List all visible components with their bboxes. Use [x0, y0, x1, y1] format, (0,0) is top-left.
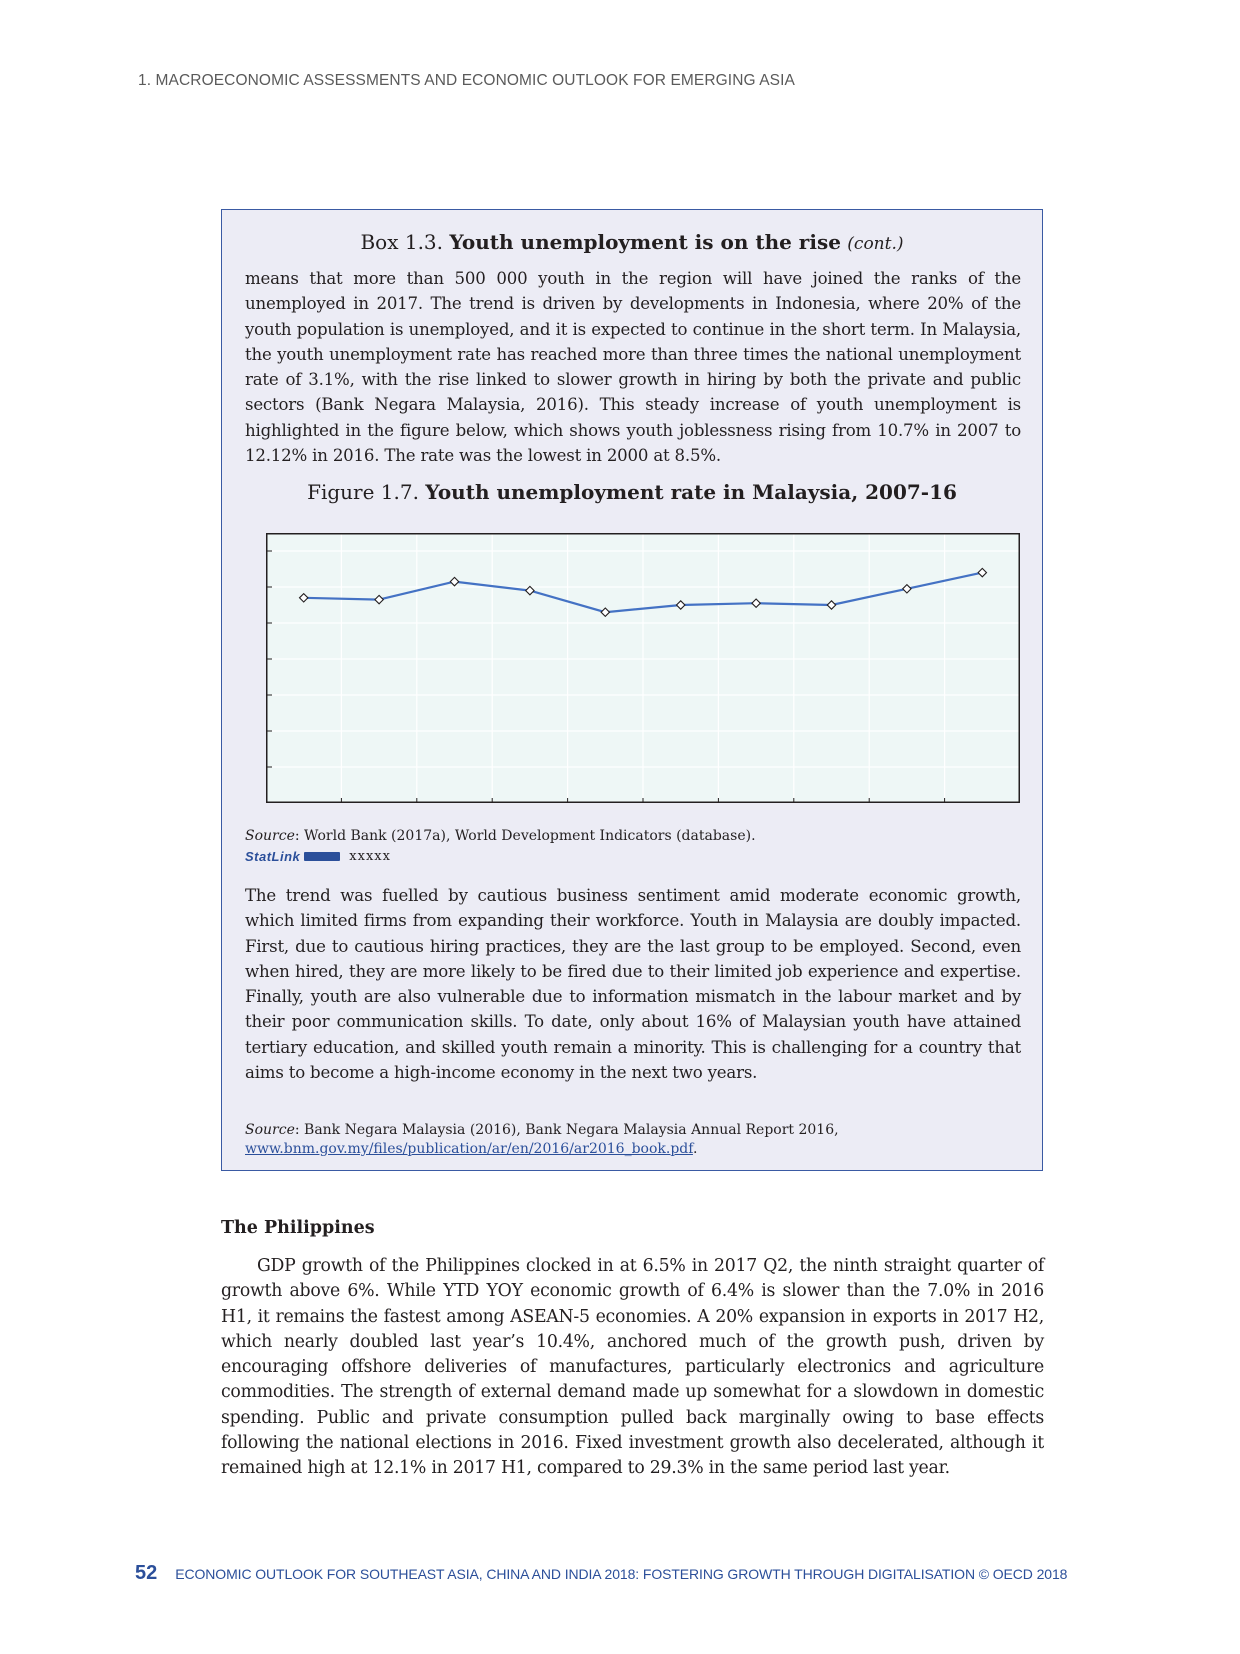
youth-unemployment-chart	[266, 533, 1020, 803]
page-footer	[135, 1562, 1067, 1585]
page-number: 52	[135, 1562, 158, 1584]
footer-text: ECONOMIC OUTLOOK FOR SOUTHEAST ASIA, CHINA AND INDIA 2018: FOSTERING GROWTH THROUGH DIGITALISATION © OECD 2018	[175, 1566, 1068, 1582]
statlink[interactable]	[245, 849, 391, 864]
figure-title-bold: Youth unemployment rate in Malaysia, 2007-16	[425, 480, 957, 504]
figure-source-label: Source	[245, 828, 295, 844]
box-source-text: : Bank Negara Malaysia (2016), Bank Negara Malaysia Annual Report 2016,	[294, 1122, 839, 1138]
statlink-code[interactable]: xxxxx	[349, 849, 391, 864]
figure-source-text: : World Bank (2017a), World Development Indicators (database).	[294, 828, 756, 844]
box-title-suffix: (cont.)	[847, 234, 904, 254]
statlink-brand: StatLink	[245, 849, 301, 864]
statlink-logo-icon	[304, 852, 340, 861]
figure-title	[222, 480, 1042, 504]
box-title-prefix: Box 1.3.	[360, 230, 450, 254]
figure-title-prefix: Figure 1.7.	[307, 480, 426, 504]
box-paragraph-1: means that more than 500 000 youth in the region will have joined the ranks of the unemployed in 2017. The trend is driven by developments in Indonesia, where 20% of the youth population is unemployed, and it is expected to continue in the short term. In Malaysia, the youth unemployment rate has reached more than three times the national unemployment rate of 3.1%, with the rise linked to slower growth in hiring by both the private and public sectors (Bank Negara Malaysia, 2016). This steady increase of youth unemployment is highlighted in the figure below, which shows youth joblessness rising from 10.7% in 2007 to 12.12% in 2016. The rate was the lowest in 2000 at 8.5%.	[245, 269, 1021, 466]
box-source	[245, 1121, 1021, 1159]
section-paragraph: GDP growth of the Philippines clocked in at 6.5% in 2017 Q2, the ninth straight quarter of growth above 6%. While YTD YOY economic growth of 6.4% is slower than the 7.0% in 2016 H1, it remains the fastest among ASEAN-5 economies. A 20% expansion in exports in 2017 H2, which nearly doubled last year’s 10.4%, anchored much of the growth push, driven by encouraging offshore deliveries of manufactures, particularly electronics and agriculture commodities. The strength of external demand made up somewhat for a slowdown in domestic spending. Public and private consumption pulled back marginally owing to base effects following the national elections in 2016. Fixed investment growth also decelerated, although it remained high at 12.1% in 2017 H1, compared to 29.3% in the same period last year.	[221, 1256, 1044, 1479]
figure-source	[245, 827, 1021, 846]
running-head: 1. MACROECONOMIC ASSESSMENTS AND ECONOMIC OUTLOOK FOR EMERGING ASIA	[138, 72, 795, 89]
section-heading: The Philippines	[221, 1218, 375, 1238]
box-source-link[interactable]: www.bnm.gov.my/files/publication/ar/en/2016/ar2016_book.pdf	[245, 1141, 693, 1157]
box-paragraph-2: The trend was fuelled by cautious business sentiment amid moderate economic growth, which limited firms from expanding their workforce. Youth in Malaysia are doubly impacted. First, due to cautious hiring practices, they are the last group to be employed. Second, even when hired, they are more likely to be fired due to their limited job experience and expertise. Finally, youth are also vulnerable due to information mismatch in the labour market and by their poor communication skills. To date, only about 16% of Malaysian youth have attained tertiary education, and skilled youth remain a minority. This is challenging for a country that aims to become a high-income economy in the next two years.	[245, 886, 1021, 1083]
box-title-bold: Youth unemployment is on the rise	[449, 230, 841, 254]
box-source-label: Source	[245, 1122, 295, 1138]
box-1-3	[221, 209, 1043, 1171]
box-title	[222, 230, 1042, 254]
box-source-end: .	[692, 1141, 698, 1157]
